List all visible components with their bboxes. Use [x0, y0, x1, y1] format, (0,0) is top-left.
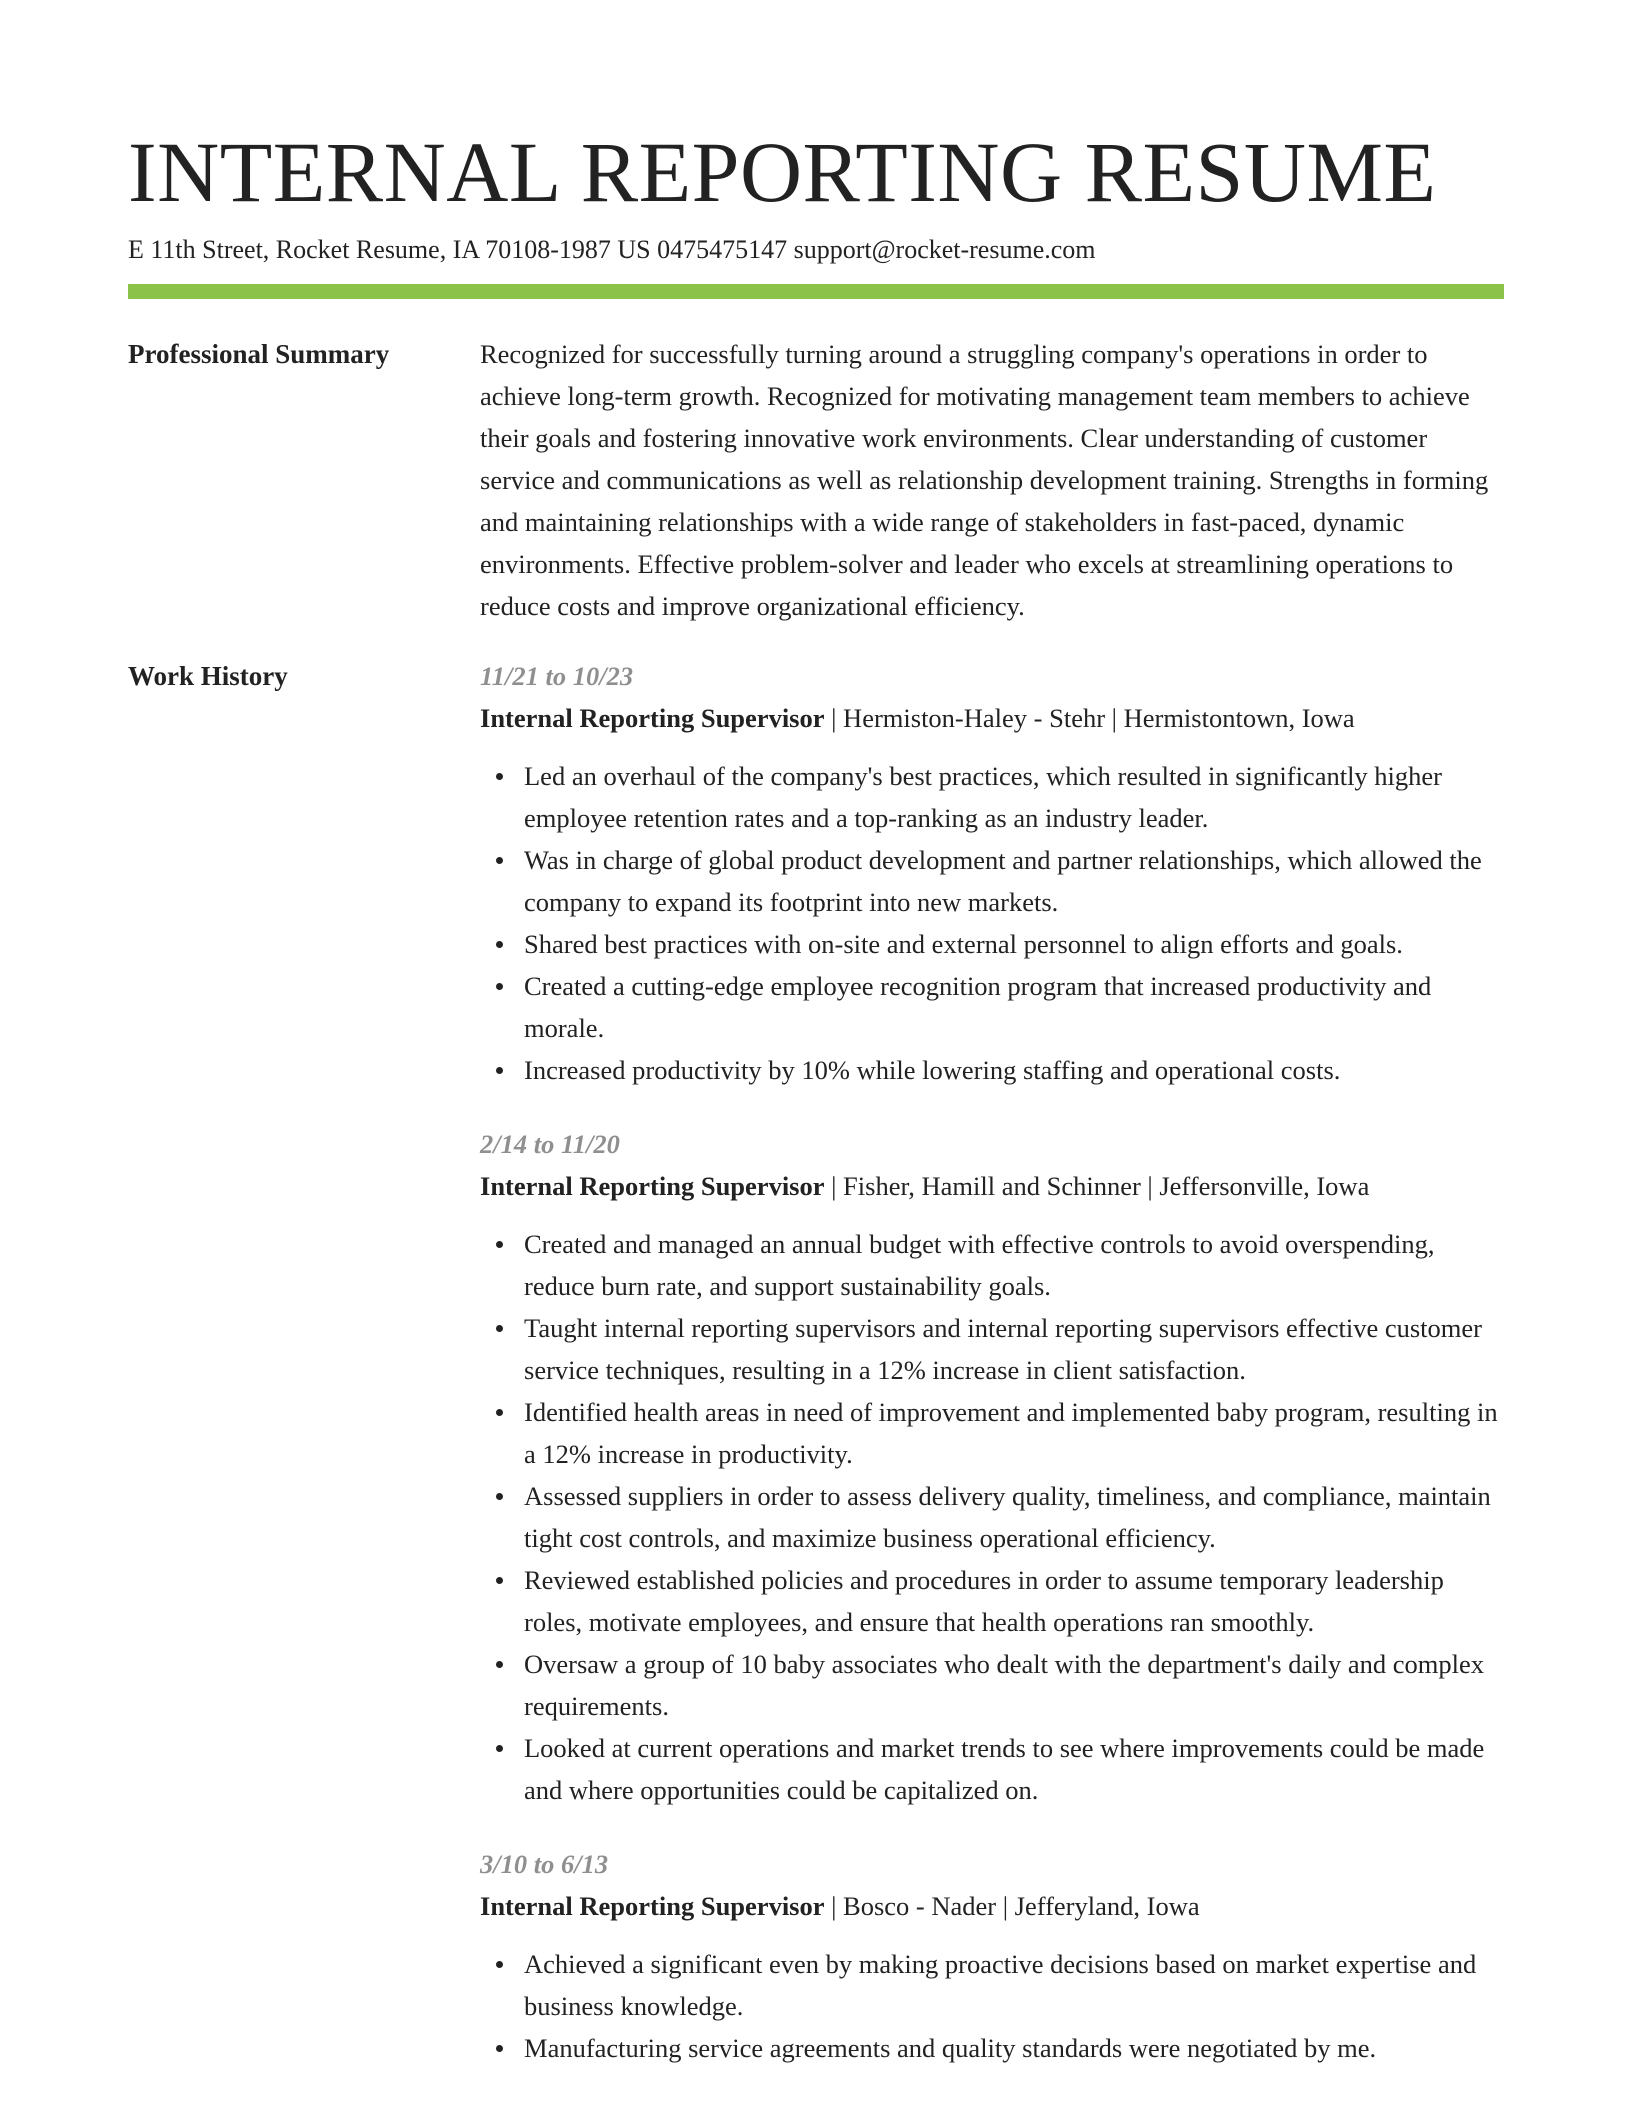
- job-bullet-list: [480, 1223, 1504, 1811]
- job-bullet: Achieved a significant even by making proactive decisions based on market expertise and business knowledge.: [524, 1943, 1504, 2027]
- work-history-body: [480, 655, 1504, 2101]
- summary-body: [480, 333, 1504, 627]
- job-bullet-list: [480, 755, 1504, 1091]
- job-title-line: [480, 697, 1504, 739]
- job-entry: [480, 1123, 1504, 1811]
- job-entry: [480, 1843, 1504, 2069]
- job-bullet: Assessed suppliers in order to assess delivery quality, timeliness, and compliance, maintain tight cost controls, and maximize business operational efficiency.: [524, 1475, 1504, 1559]
- section-heading-work: Work History: [128, 661, 288, 691]
- job-bullet: Identified health areas in need of improvement and implemented baby program, resulting in a 12% increase in productivity.: [524, 1391, 1504, 1475]
- job-dates: 11/21 to 10/23: [480, 661, 634, 691]
- professional-summary-section: [128, 333, 1504, 627]
- job-dates: 3/10 to 6/13: [480, 1849, 609, 1879]
- job-title: Internal Reporting Supervisor: [480, 1891, 825, 1921]
- job-bullet: Taught internal reporting supervisors and internal reporting supervisors effective customer service techniques, resulting in a 12% increase in client satisfaction.: [524, 1307, 1504, 1391]
- job-bullet: Led an overhaul of the company's best practices, which resulted in significantly higher employee retention rates and a top-ranking as an industry leader.: [524, 755, 1504, 839]
- job-bullet-list: [480, 1943, 1504, 2069]
- job-title-line: [480, 1165, 1504, 1207]
- job-bullet: Created a cutting-edge employee recognition program that increased productivity and morale.: [524, 965, 1504, 1049]
- accent-divider: [128, 284, 1504, 299]
- job-employer-location: | Bosco - Nader | Jefferyland, Iowa: [824, 1891, 1200, 1921]
- job-title: Internal Reporting Supervisor: [480, 703, 825, 733]
- section-heading-summary: Professional Summary: [128, 339, 390, 369]
- job-bullet: Oversaw a group of 10 baby associates who dealt with the department's daily and complex requirements.: [524, 1643, 1504, 1727]
- job-bullet: Looked at current operations and market trends to see where improvements could be made and where opportunities could be capitalized on.: [524, 1727, 1504, 1811]
- job-employer-location: | Hermiston-Haley - Stehr | Hermistontown, Iowa: [824, 703, 1355, 733]
- work-history-section: [128, 655, 1504, 2101]
- job-bullet: Was in charge of global product development and partner relationships, which allowed the company to expand its footprint into new markets.: [524, 839, 1504, 923]
- resume-page: [128, 0, 1504, 2101]
- job-employer-location: | Fisher, Hamill and Schinner | Jeffersonville, Iowa: [824, 1171, 1370, 1201]
- job-bullet: Reviewed established policies and procedures in order to assume temporary leadership roles, motivate employees, and ensure that health operations ran smoothly.: [524, 1559, 1504, 1643]
- job-bullet: Increased productivity by 10% while lowering staffing and operational costs.: [524, 1049, 1504, 1091]
- resume-title: INTERNAL REPORTING RESUME: [128, 124, 1437, 220]
- job-bullet: Shared best practices with on-site and external personnel to align efforts and goals.: [524, 923, 1504, 965]
- job-bullet: Manufacturing service agreements and quality standards were negotiated by me.: [524, 2027, 1504, 2069]
- job-title: Internal Reporting Supervisor: [480, 1171, 825, 1201]
- job-dates: 2/14 to 11/20: [480, 1129, 620, 1159]
- contact-line: E 11th Street, Rocket Resume, IA 70108-1987 US 0475475147 support@rocket-resume.com: [128, 235, 1096, 264]
- job-entry: [480, 655, 1504, 1091]
- summary-text: Recognized for successfully turning around a struggling company's operations in order to achieve long-term growth. Recognized for motivating management team members to achieve their goals and fostering innovative work environments. Clear understanding of customer service and communications as well as relationship development training. Strengths in forming and maintaining relationships with a wide range of stakeholders in fast-paced, dynamic environments. Effective problem-solver and leader who excels at streamlining operations to reduce costs and improve organizational efficiency.: [480, 339, 1489, 621]
- job-bullet: Created and managed an annual budget with effective controls to avoid overspending, reduce burn rate, and support sustainability goals.: [524, 1223, 1504, 1307]
- job-title-line: [480, 1885, 1504, 1927]
